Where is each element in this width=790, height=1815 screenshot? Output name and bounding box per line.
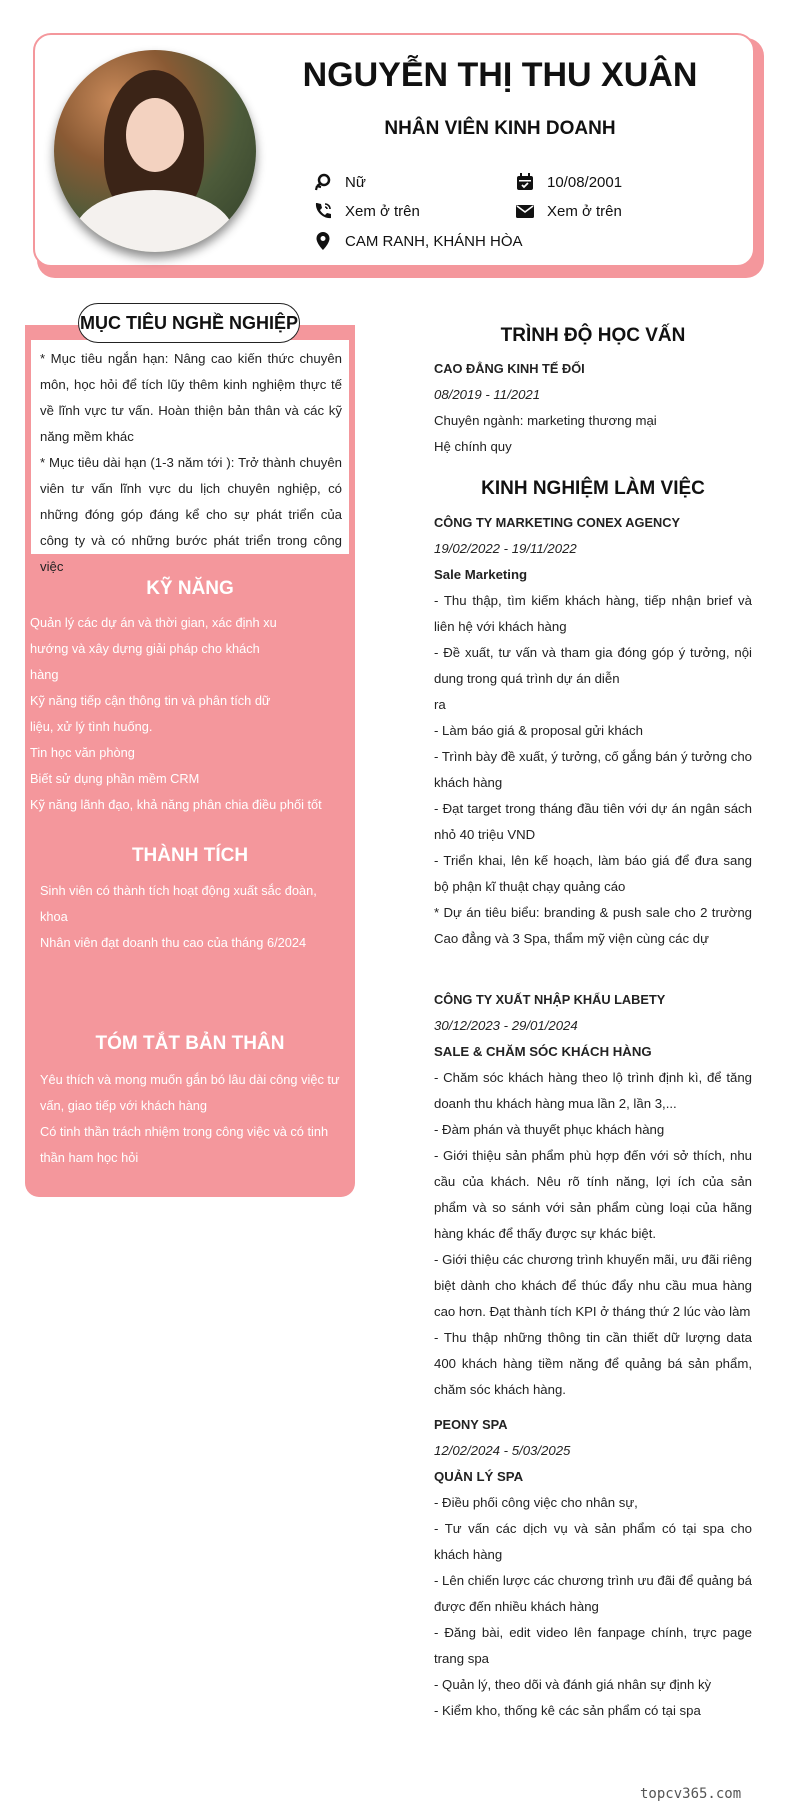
education-major: Chuyên ngành: marketing thương mại [434, 413, 657, 428]
job-2 [434, 987, 752, 1403]
job-duty: - Giới thiệu sản phẩm phù hợp đến với sở thích, nhu cầu của khách. Nêu rõ tính năng, lợi ích của sản phẩm và so sánh với sản phẩm cùng loại của hãng hàng khác để thấy được sự khác biệt. [434, 1148, 752, 1241]
birthday-info [515, 172, 622, 192]
list-item: Kỹ năng lãnh đạo, khả năng phân chia điều phối tốt [30, 797, 322, 812]
company-name: CÔNG TY XUẤT NHẬP KHẨU LABETY [434, 992, 666, 1007]
candidate-name: NGUYỄN THỊ THU XUÂN [302, 56, 698, 94]
list-item: Sinh viên có thành tích hoạt động xuất sắc đoàn, [40, 883, 317, 898]
career-goal-title: MỤC TIÊU NGHỀ NGHIỆP [78, 303, 300, 343]
education-title: TRÌNH ĐỘ HỌC VẤN [500, 325, 686, 346]
job-role: QUẢN LÝ SPA [434, 1469, 524, 1484]
list-item: vấn, giao tiếp với khách hàng [40, 1098, 208, 1113]
birthday-value: 10/08/2001 [547, 173, 623, 191]
gender-icon [313, 172, 333, 192]
job-duty: - Triển khai, lên kế hoạch, làm báo giá để đưa sang bộ phận kĩ thuật chạy quảng cáo [434, 853, 752, 894]
phone-info [313, 201, 420, 221]
job-duty: - Kiểm kho, thống kê các sản phẩm có tại spa [434, 1703, 701, 1718]
list-item: Yêu thích và mong muốn gắn bó lâu dài công việc tư [40, 1072, 340, 1087]
job-duty: - Lên chiến lược các chương trình ưu đãi để quảng bá được đến nhiều khách hàng [434, 1573, 752, 1614]
job-role: Sale Marketing [434, 567, 528, 582]
email-value: Xem ở trên [547, 202, 622, 220]
list-item: Có tinh thần trách nhiệm trong công việc và có tinh [40, 1124, 329, 1139]
job-role: SALE & CHĂM SÓC KHÁCH HÀNG [434, 1044, 652, 1059]
list-item: thần ham học hỏi [40, 1150, 139, 1165]
education-mode: Hệ chính quy [434, 439, 512, 454]
job-duty: - Đề xuất, tư vấn và tham gia đóng góp ý tưởng, nội dung trong quá trình dự án diễn [434, 645, 752, 686]
job-duty: ra [434, 697, 446, 712]
gender-value: Nữ [345, 173, 366, 191]
experience-title: KINH NGHIỆM LÀM VIỆC [481, 478, 705, 499]
skills-list [30, 610, 350, 818]
address-value: CAM RANH, KHÁNH HÒA [345, 232, 523, 250]
job-duty: - Chăm sóc khách hàng theo lộ trình định kì, để tăng doanh thu khách hàng mua lần 2, lần 3,... [434, 1070, 752, 1111]
list-item: Tin học văn phòng [30, 745, 135, 760]
email-info [515, 201, 622, 221]
skills-title: KỸ NĂNG [146, 578, 234, 599]
job-duty: - Đạt target trong tháng đầu tiên với dự án ngân sách nhỏ 40 triệu VND [434, 801, 752, 842]
job-duty: - Quản lý, theo dõi và đánh giá nhân sự định kỳ [434, 1677, 712, 1692]
job-duty: - Đăng bài, edit video lên fanpage chính, trực page trang spa [434, 1625, 752, 1666]
education-period: 08/2019 - 11/2021 [434, 387, 541, 402]
job-period: 12/02/2024 - 5/03/2025 [434, 1443, 571, 1458]
job-period: 19/02/2022 - 19/11/2022 [434, 541, 577, 556]
job-1 [434, 510, 752, 952]
map-pin-icon [313, 231, 333, 251]
list-item: liệu, xử lý tình huống. [30, 719, 153, 734]
education-block [434, 356, 752, 460]
summary-title: TÓM TẮT BẢN THÂN [95, 1033, 285, 1054]
list-item: Nhân viên đạt doanh thu cao của tháng 6/2024 [40, 935, 307, 950]
job-title: NHÂN VIÊN KINH DOANH [384, 118, 616, 139]
avatar [54, 50, 256, 252]
achievements-title: THÀNH TÍCH [131, 845, 249, 866]
list-item: hàng [30, 667, 59, 682]
job-duty: - Làm báo giá & proposal gửi khách [434, 723, 643, 738]
address-info [313, 231, 523, 251]
goal-long-term: * Mục tiêu dài hạn (1-3 năm tới ): Trở thành chuyên viên tư vấn lĩnh vực du lịch chuyên nghiệp, có những đóng góp đáng kể cho sự phát triển của công ty và có những bước phát triển trong công việc [40, 455, 342, 574]
job-duty: - Trình bày đề xuất, ý tưởng, cố gắng bán ý tưởng cho khách hàng [434, 749, 752, 790]
list-item: hướng và xây dựng giải pháp cho khách [30, 641, 260, 656]
job-period: 30/12/2023 - 29/01/2024 [434, 1018, 578, 1033]
job-duty: - Thu thập những thông tin cần thiết dữ lượng data 400 khách hàng tiềm năng để quảng bá sản phẩm, chăm sóc khách hàng. [434, 1330, 752, 1397]
achievements-list [40, 878, 345, 956]
job-duty: - Giới thiệu các chương trình khuyến mãi, ưu đãi riêng biệt dành cho khách để thúc đẩy nhu cầu mua hàng cao hơn. Đạt thành tích KPI ở tháng thứ 2 lúc vào làm [434, 1252, 752, 1319]
school-name: CAO ĐẲNG KINH TẾ ĐỐI [434, 361, 585, 376]
calendar-icon [515, 172, 535, 192]
phone-value: Xem ở trên [345, 202, 420, 220]
job-duty: * Dự án tiêu biểu: branding & push sale cho 2 trường Cao đẳng và 3 Spa, thẩm mỹ viện cùng các dự [434, 905, 752, 946]
company-name: CÔNG TY MARKETING CONEX AGENCY [434, 515, 681, 530]
gender-info [313, 172, 366, 192]
list-item: khoa [40, 909, 68, 924]
job-duty: - Đàm phán và thuyết phục khách hàng [434, 1122, 665, 1137]
job-duty: - Thu thập, tìm kiếm khách hàng, tiếp nhận brief và liên hệ với khách hàng [434, 593, 752, 634]
phone-icon [313, 201, 333, 221]
envelope-icon [515, 201, 535, 221]
career-goal-text [40, 346, 342, 580]
job-duty: - Điều phối công việc cho nhân sự, [434, 1495, 638, 1510]
summary-list [40, 1067, 345, 1171]
list-item: Quản lý các dự án và thời gian, xác định xu [30, 615, 277, 630]
list-item: Kỹ năng tiếp cận thông tin và phân tích dữ [30, 693, 271, 708]
job-duty: - Tư vấn các dịch vụ và sản phẩm có tại spa cho khách hàng [434, 1521, 752, 1562]
list-item: Biết sử dụng phần mềm CRM [30, 771, 200, 786]
company-name: PEONY SPA [434, 1417, 508, 1432]
goal-short-term: * Mục tiêu ngắn hạn: Nâng cao kiến thức chuyên môn, học hỏi để tích lũy thêm kinh nghiệm thực tế về lĩnh vực tư vấn. Hoàn thiện bản thân và các kỹ năng mềm khác [40, 351, 342, 444]
watermark: topcv365.com [640, 1786, 742, 1802]
job-3 [434, 1412, 752, 1724]
